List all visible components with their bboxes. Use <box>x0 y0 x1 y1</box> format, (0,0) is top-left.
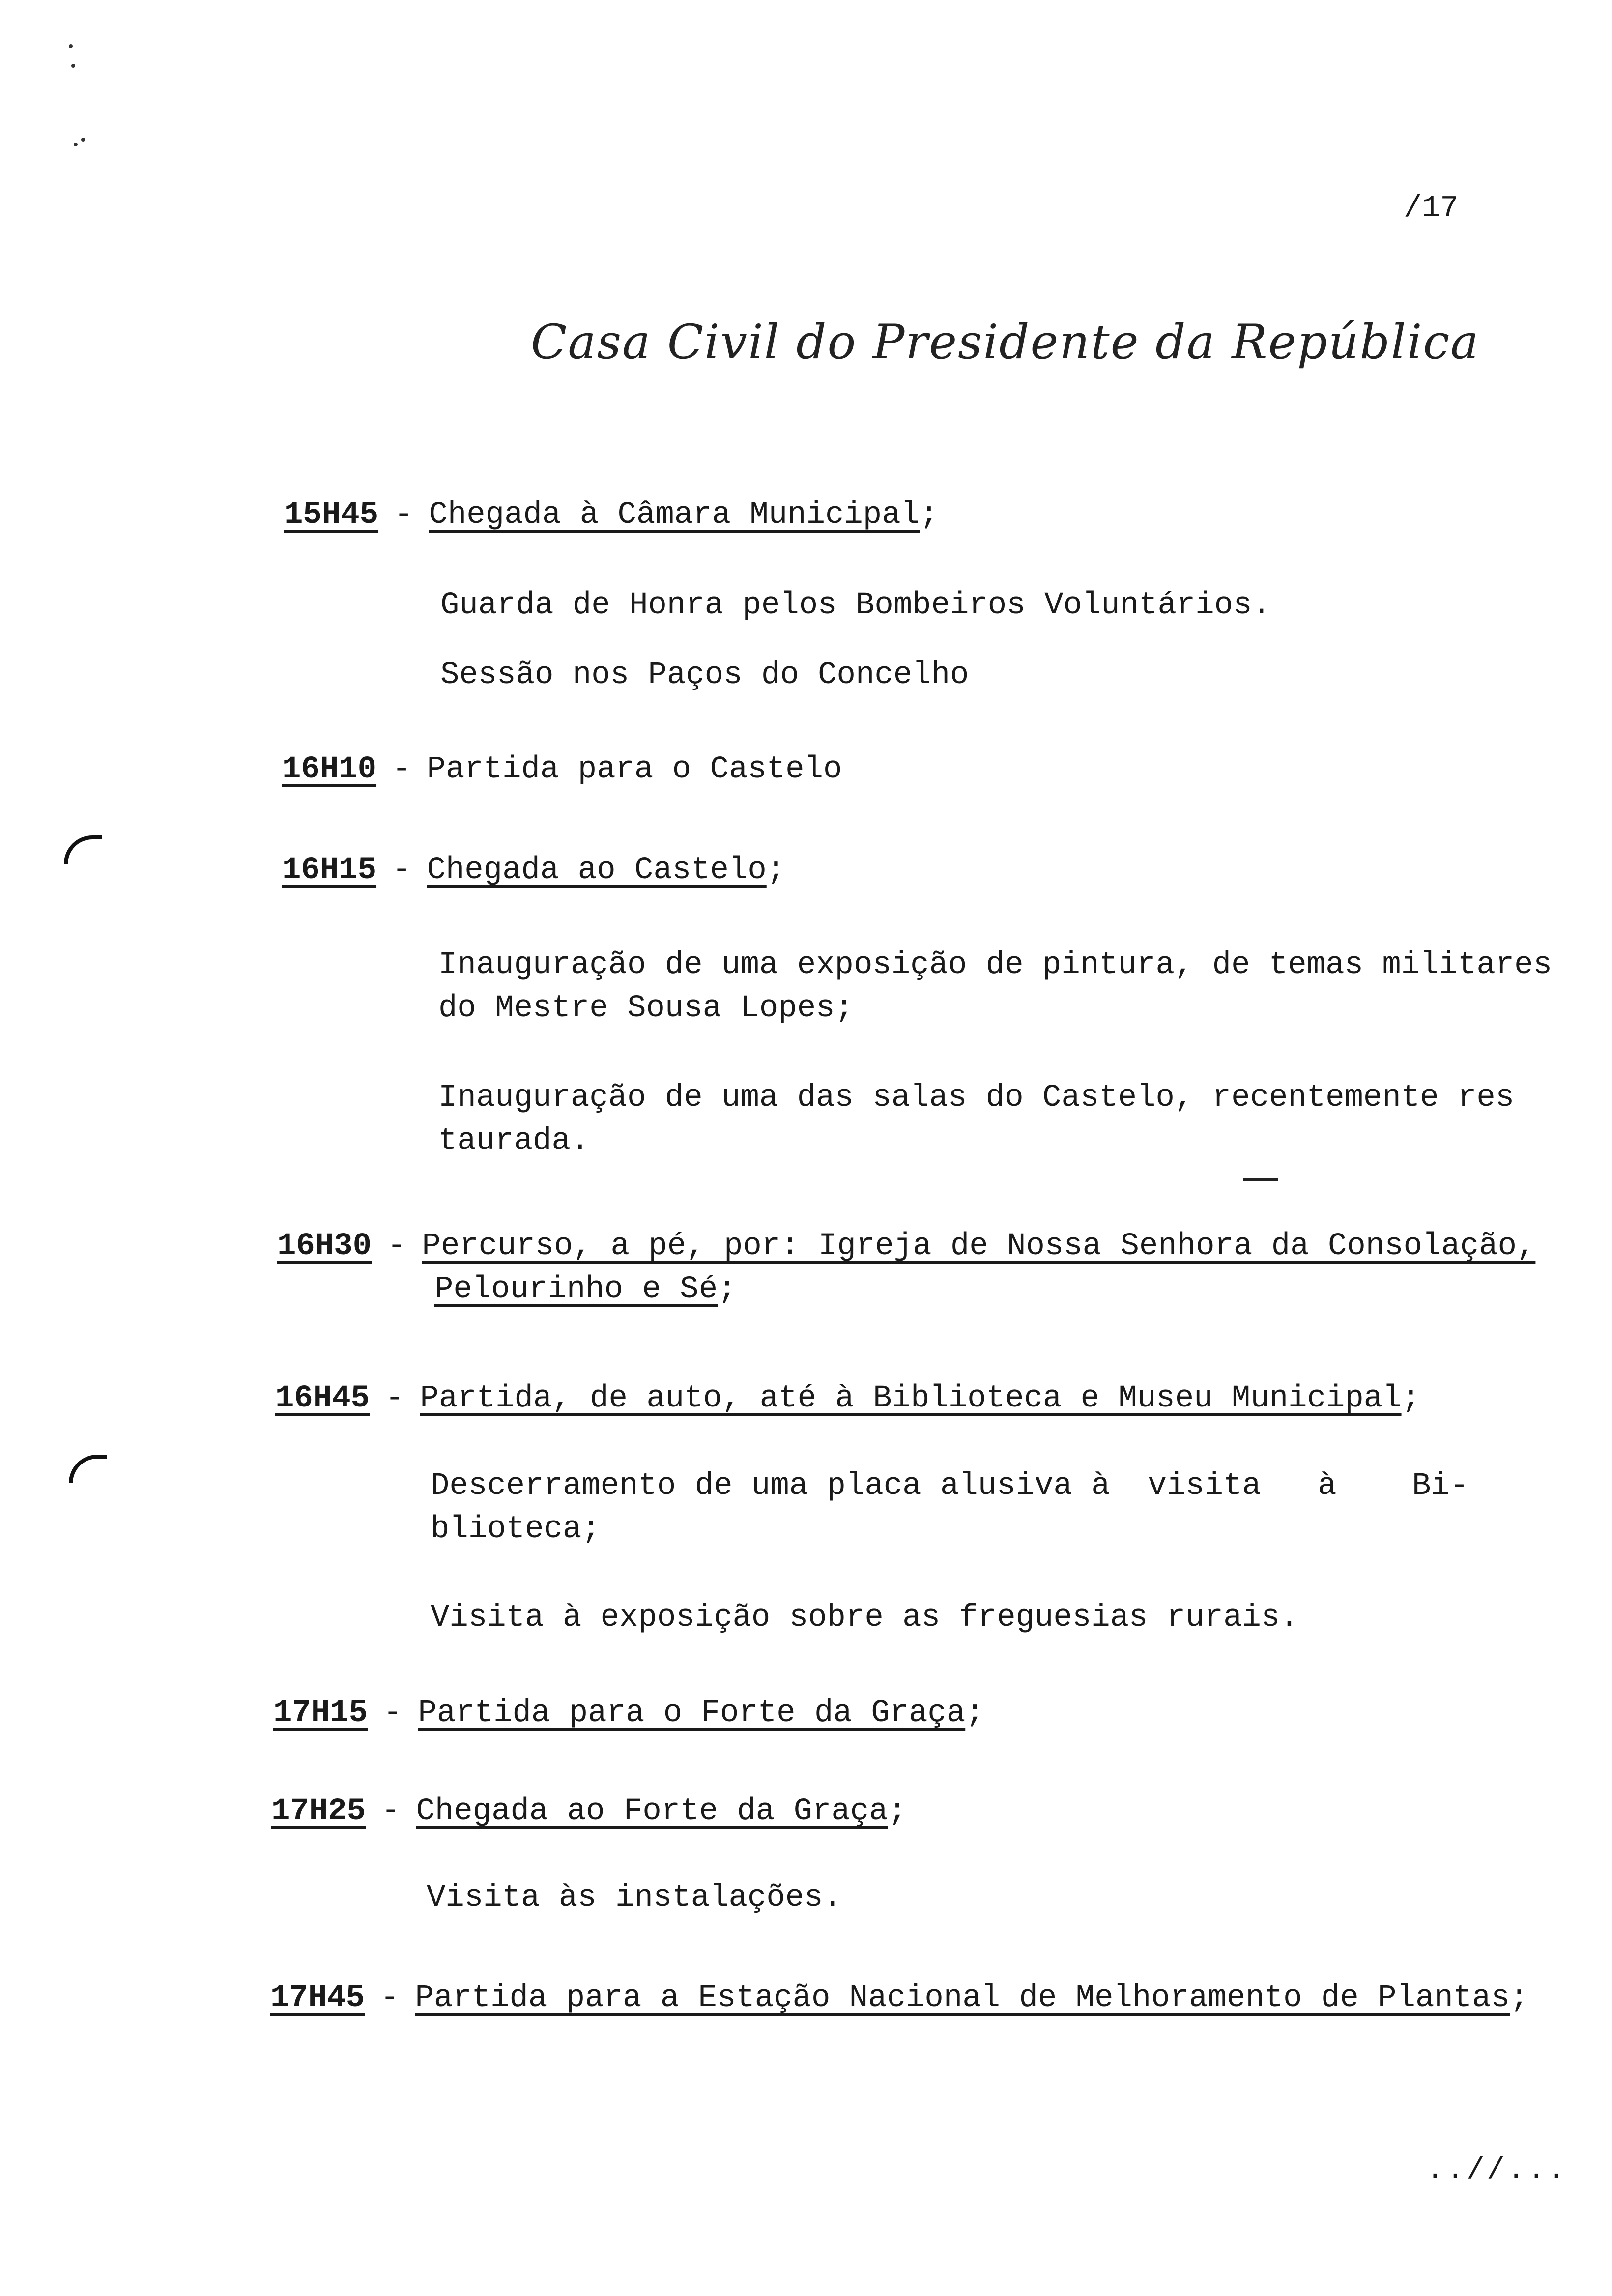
entry-title: Chegada à Câmara Municipal <box>429 497 920 533</box>
entry-time: 17H45 <box>270 1980 365 2016</box>
entry-suffix: ; <box>965 1695 984 1731</box>
schedule-entry-continuation <box>434 1272 737 1307</box>
schedule-entry <box>277 1229 1535 1264</box>
schedule-entry <box>282 752 842 787</box>
entry-detail: blioteca; <box>431 1512 601 1547</box>
entry-detail: Descerramento de uma placa alusiva à visita à Bi- <box>431 1468 1469 1504</box>
entry-suffix: ; <box>1510 1980 1529 2016</box>
entry-suffix: ; <box>718 1272 737 1307</box>
entry-detail: Visita à exposição sobre as freguesias rurais. <box>431 1600 1299 1636</box>
entry-separator: - <box>381 1794 401 1829</box>
entry-time: 16H10 <box>282 752 377 787</box>
schedule-entry <box>271 1794 907 1829</box>
entry-time: 17H25 <box>271 1794 366 1829</box>
entry-separator: - <box>380 1980 400 2016</box>
punch-hole-mark <box>69 1455 107 1483</box>
entry-detail: Inauguração de uma exposição de pintura, de temas militares <box>438 947 1552 983</box>
margin-speck <box>69 44 73 48</box>
entry-separator: - <box>392 853 411 888</box>
entry-time: 15H45 <box>284 497 379 533</box>
letterhead: Casa Civil do Presidente da República <box>531 315 1480 370</box>
entry-separator: - <box>387 1229 406 1264</box>
schedule-entry <box>282 853 785 888</box>
schedule-entry <box>284 497 938 533</box>
margin-speck <box>71 64 75 68</box>
correction-mark <box>1243 1178 1278 1181</box>
entry-suffix: ; <box>920 497 939 533</box>
entry-detail: Inauguração de uma das salas do Castelo, recentemente res <box>438 1080 1515 1116</box>
entry-suffix: ; <box>1401 1381 1420 1416</box>
entry-title: Percurso, a pé, por: Igreja de Nossa Senhora da Consolação, <box>422 1229 1536 1264</box>
margin-speck <box>81 138 85 142</box>
entry-detail: Guarda de Honra pelos Bombeiros Voluntários. <box>440 588 1271 623</box>
entry-title: Chegada ao Forte da Graça <box>416 1794 888 1829</box>
schedule-entry <box>273 1695 984 1731</box>
punch-hole-mark <box>64 835 102 864</box>
entry-separator: - <box>385 1381 404 1416</box>
entry-title: Partida, de auto, até à Biblioteca e Museu Municipal <box>420 1381 1402 1416</box>
entry-title: Partida para a Estação Nacional de Melhoramento de Plantas <box>415 1980 1510 2016</box>
entry-detail: Visita às instalações. <box>427 1880 842 1916</box>
entry-separator: - <box>394 497 413 533</box>
entry-separator: - <box>392 752 411 787</box>
schedule-entry <box>270 1980 1528 2016</box>
entry-suffix: ; <box>888 1794 907 1829</box>
entry-title: Partida para o Castelo <box>427 752 842 787</box>
entry-detail: taurada. <box>438 1123 590 1159</box>
continuation-mark: ..//... <box>1426 2152 1568 2187</box>
entry-title-line2: Pelourinho e Sé <box>434 1272 718 1307</box>
entry-title: Chegada ao Castelo <box>427 853 767 888</box>
entry-time: 16H30 <box>277 1229 372 1264</box>
entry-time: 16H45 <box>275 1381 370 1416</box>
entry-time: 17H15 <box>273 1695 368 1731</box>
page-number: /17 <box>1404 191 1459 226</box>
margin-speck <box>74 143 78 146</box>
entry-time: 16H15 <box>282 853 377 888</box>
entry-suffix: ; <box>766 853 786 888</box>
schedule-entry <box>275 1381 1420 1416</box>
entry-detail: do Mestre Sousa Lopes; <box>438 991 854 1026</box>
entry-detail: Sessão nos Paços do Concelho <box>440 658 969 693</box>
entry-separator: - <box>383 1695 403 1731</box>
entry-title: Partida para o Forte da Graça <box>418 1695 966 1731</box>
